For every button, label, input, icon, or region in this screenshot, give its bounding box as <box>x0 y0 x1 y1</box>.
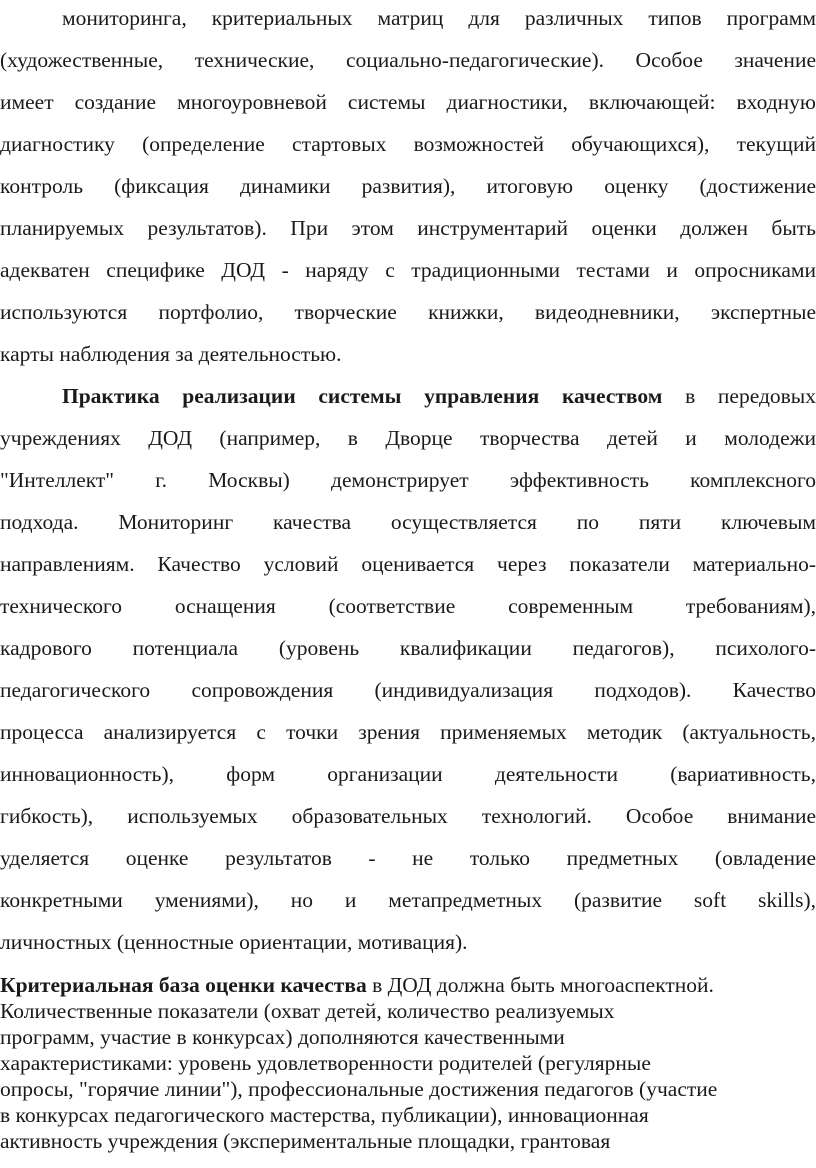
paragraph-line: адекватен специфике ДОД - наряду с традиционными тестами и опросниками <box>0 258 816 282</box>
paragraph-line: карты наблюдения за деятельностью. <box>0 342 342 366</box>
paragraph-first-line <box>62 384 816 408</box>
paragraph-line: контроль (фиксация динамики развития), итоговую оценку (достижение <box>0 174 816 198</box>
paragraph-line: Количественные показатели (охват детей, количество реализуемых <box>0 999 615 1023</box>
paragraph-line: технического оснащения (соответствие современным требованиям), <box>0 594 816 618</box>
paragraph-line: в конкурсах педагогического мастерства, публикации), инновационная <box>0 1103 649 1127</box>
paragraph-line: опросы, "горячие линии"), профессиональные достижения педагогов (участие <box>0 1077 718 1101</box>
paragraph-line: (художественные, технические, социально-педагогические). Особое значение <box>0 48 816 72</box>
paragraph-line: планируемых результатов). При этом инструментарий оценки должен быть <box>0 216 816 240</box>
paragraph-line: направлениям. Качество условий оценивается через показатели материально- <box>0 552 816 576</box>
paragraph-line: учреждениях ДОД (например, в Дворце творчества детей и молодежи <box>0 426 816 450</box>
paragraph-line: характеристиками: уровень удовлетворенности родителей (регулярные <box>0 1051 651 1075</box>
paragraph-line-rest: в передовых <box>662 384 816 408</box>
paragraph-line-rest: в ДОД должна быть многоаспектной. <box>366 973 714 997</box>
paragraph-line: конкретными умениями), но и метапредметных (развитие soft skills), <box>0 888 816 912</box>
paragraph-line: процесса анализируется с точки зрения применяемых методик (актуальность, <box>0 720 816 744</box>
paragraph-first-line <box>0 973 816 997</box>
paragraph-line: личностных (ценностные ориентации, мотивация). <box>0 930 468 954</box>
paragraph-line: "Интеллект" г. Москвы) демонстрирует эффективность комплексного <box>0 468 816 492</box>
paragraph-line: программ, участие в конкурсах) дополняются качественными <box>0 1025 565 1049</box>
paragraph-line: мониторинга, критериальных матриц для различных типов программ <box>62 6 816 30</box>
paragraph-line: диагностику (определение стартовых возможностей обучающихся), текущий <box>0 132 816 156</box>
bold-heading: Практика реализации системы управления качеством <box>62 384 663 408</box>
paragraph-line: кадрового потенциала (уровень квалификации педагогов), психолого- <box>0 636 816 660</box>
bold-heading: Критериальная база оценки качества <box>0 973 367 997</box>
paragraph-line: инновационность), форм организации деятельности (вариативность, <box>0 762 816 786</box>
paragraph-line: имеет создание многоуровневой системы диагностики, включающей: входную <box>0 90 816 114</box>
paragraph-line: уделяется оценке результатов - не только предметных (овладение <box>0 846 816 870</box>
paragraph-line: используются портфолио, творческие книжки, видеодневники, экспертные <box>0 300 816 324</box>
paragraph-line: гибкость), используемых образовательных технологий. Особое внимание <box>0 804 816 828</box>
paragraph-line: подхода. Мониторинг качества осуществляется по пяти ключевым <box>0 510 816 534</box>
paragraph-line: педагогического сопровождения (индивидуализация подходов). Качество <box>0 678 816 702</box>
paragraph-line: активность учреждения (экспериментальные площадки, грантовая <box>0 1129 611 1153</box>
